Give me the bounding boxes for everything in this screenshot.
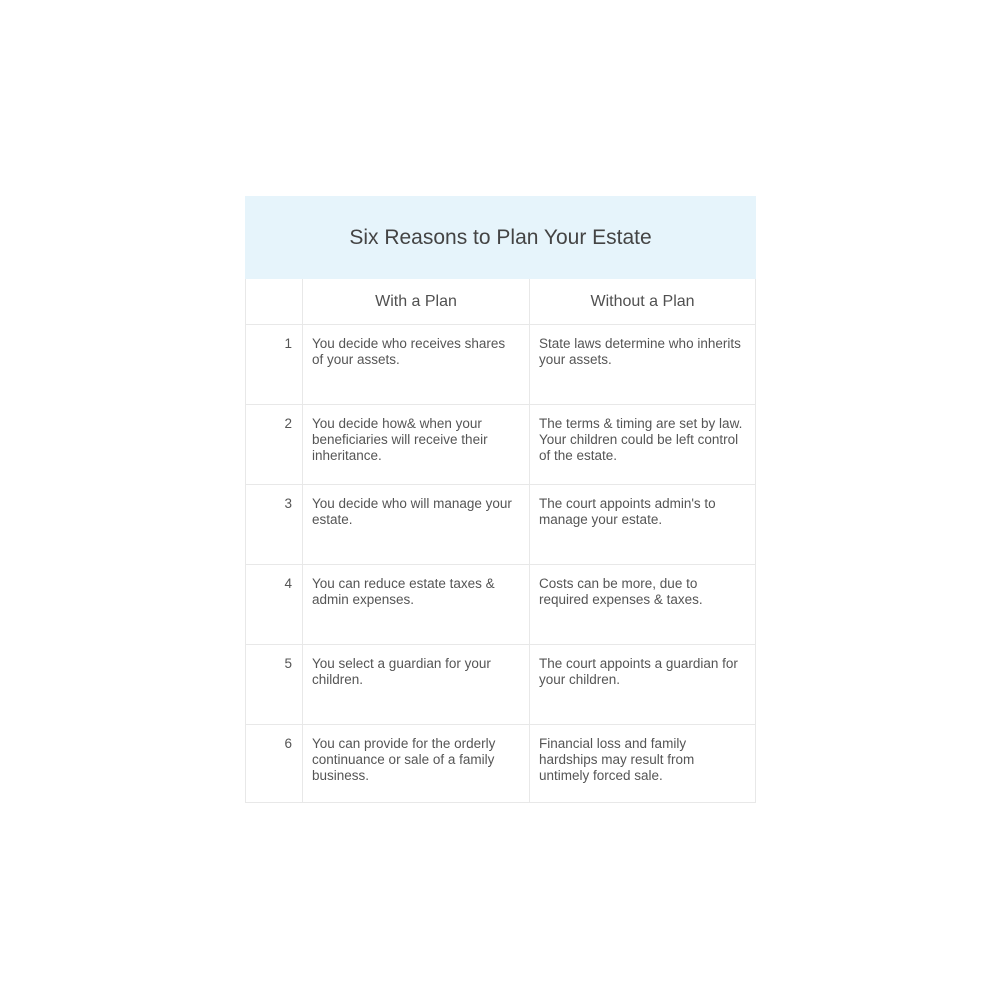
table-row bbox=[246, 325, 756, 405]
with-plan-cell: You decide who will manage your estate. bbox=[303, 485, 530, 565]
column-header-without-plan: Without a Plan bbox=[530, 279, 756, 325]
row-number: 4 bbox=[246, 565, 303, 645]
row-number: 2 bbox=[246, 405, 303, 485]
without-plan-cell: Costs can be more, due to required expenses & taxes. bbox=[530, 565, 756, 645]
without-plan-cell: The court appoints a guardian for your children. bbox=[530, 645, 756, 725]
column-header-with-plan: With a Plan bbox=[303, 279, 530, 325]
row-number: 5 bbox=[246, 645, 303, 725]
without-plan-cell: The court appoints admin's to manage your estate. bbox=[530, 485, 756, 565]
row-number: 3 bbox=[246, 485, 303, 565]
table-row bbox=[246, 565, 756, 645]
row-number: 6 bbox=[246, 725, 303, 803]
table-row bbox=[246, 725, 756, 803]
without-plan-cell: State laws determine who inherits your assets. bbox=[530, 325, 756, 405]
estate-comparison-table bbox=[245, 196, 756, 803]
column-header-number bbox=[246, 279, 303, 325]
with-plan-cell: You decide how& when your beneficiaries will receive their inheritance. bbox=[303, 405, 530, 485]
with-plan-cell: You decide who receives shares of your assets. bbox=[303, 325, 530, 405]
row-number: 1 bbox=[246, 325, 303, 405]
with-plan-cell: You can provide for the orderly continuance or sale of a family business. bbox=[303, 725, 530, 803]
with-plan-cell: You select a guardian for your children. bbox=[303, 645, 530, 725]
title-row bbox=[246, 197, 756, 279]
table-title: Six Reasons to Plan Your Estate bbox=[246, 197, 756, 279]
without-plan-cell: The terms & timing are set by law. Your children could be left control of the estate. bbox=[530, 405, 756, 485]
table-row bbox=[246, 645, 756, 725]
with-plan-cell: You can reduce estate taxes & admin expenses. bbox=[303, 565, 530, 645]
without-plan-cell: Financial loss and family hardships may result from untimely forced sale. bbox=[530, 725, 756, 803]
table-row bbox=[246, 485, 756, 565]
table-row bbox=[246, 405, 756, 485]
header-row bbox=[246, 279, 756, 325]
